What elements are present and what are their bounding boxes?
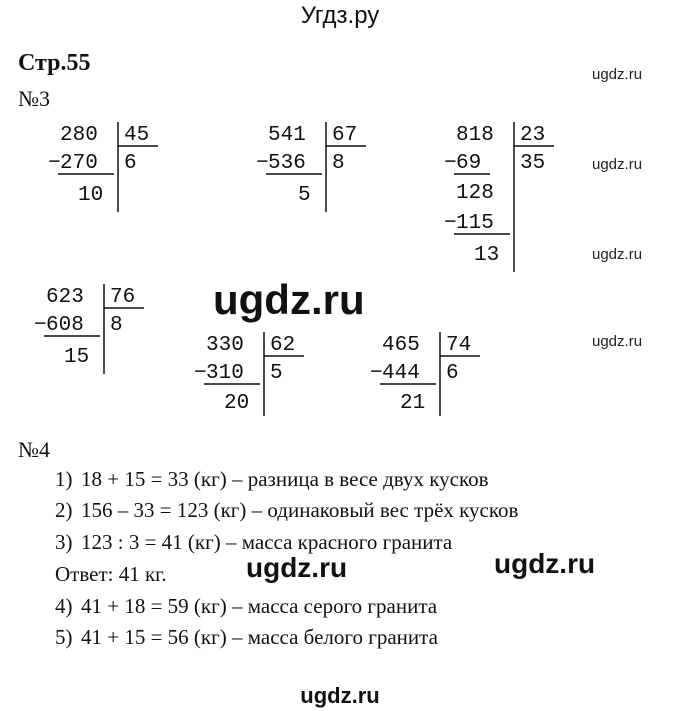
subtrahend: 536 — [268, 152, 306, 175]
line-text: 123 : 3 = 41 (кг) – масса красного гранита — [81, 530, 453, 554]
long-division-3 — [444, 120, 574, 285]
partial-remainder: 128 — [456, 182, 494, 205]
line-number: 2) — [55, 498, 73, 522]
dividend: 541 — [268, 124, 306, 147]
answer-line: Ответ: 41 кг. — [55, 562, 167, 586]
watermark-small: ugdz.ru — [592, 66, 643, 83]
long-division-4 — [34, 282, 164, 387]
line-text: 18 + 15 = 33 (кг) – разница в весе двух кусков — [81, 467, 489, 491]
quotient: 6 — [124, 152, 137, 175]
solution-line — [55, 625, 438, 650]
minus-sign: − — [444, 152, 457, 175]
long-division-6 — [370, 330, 500, 435]
subtrahend: 115 — [456, 212, 494, 235]
remainder: 5 — [298, 184, 311, 207]
task-3-number: №3 — [18, 86, 50, 111]
subtrahend: 608 — [46, 314, 84, 337]
divisor: 45 — [124, 124, 150, 147]
quotient: 8 — [110, 314, 123, 337]
dividend: 818 — [456, 124, 494, 147]
line-number: 3) — [55, 530, 73, 554]
long-division-2 — [256, 120, 386, 225]
minus-sign: − — [194, 362, 207, 385]
divisor: 67 — [332, 124, 358, 147]
minus-sign: − — [48, 152, 61, 175]
solution-line — [55, 467, 489, 492]
page-title: Стр.55 — [18, 50, 91, 76]
subtrahend: 310 — [206, 362, 244, 385]
subtrahend: 270 — [60, 152, 98, 175]
minus-sign: − — [370, 362, 383, 385]
line-number: 5) — [55, 625, 73, 649]
divisor: 62 — [270, 334, 296, 357]
long-division-5 — [194, 330, 324, 435]
watermark-footer: ugdz.ru — [300, 683, 380, 708]
watermark-small: ugdz.ru — [592, 333, 643, 350]
minus-sign: − — [444, 212, 457, 235]
watermark-big: ugdz.ru — [213, 276, 365, 323]
dividend: 280 — [60, 124, 98, 147]
quotient: 8 — [332, 152, 345, 175]
line-text: 41 + 15 = 56 (кг) – масса белого гранита — [81, 625, 438, 649]
remainder: 13 — [474, 244, 500, 267]
divisor: 76 — [110, 286, 136, 309]
long-division-1 — [48, 120, 178, 225]
watermark-small: ugdz.ru — [592, 156, 643, 173]
divisor: 74 — [446, 334, 472, 357]
line-text: 41 + 18 = 59 (кг) – масса серого гранита — [81, 594, 438, 618]
remainder: 15 — [64, 346, 90, 369]
minus-sign: − — [34, 314, 47, 337]
dividend: 623 — [46, 286, 84, 309]
task-4-number: №4 — [18, 437, 50, 462]
quotient: 6 — [446, 362, 459, 385]
site-title: Угдз.ру — [300, 2, 380, 29]
dividend: 330 — [206, 334, 244, 357]
line-number: 4) — [55, 594, 73, 618]
divisor: 23 — [520, 124, 546, 147]
watermark-small: ugdz.ru — [592, 246, 643, 263]
watermark-mid: ugdz.ru — [246, 552, 348, 583]
line-number: 1) — [55, 467, 73, 491]
remainder: 21 — [400, 392, 426, 415]
subtrahend: 444 — [382, 362, 420, 385]
solution-line — [55, 594, 437, 619]
minus-sign: − — [256, 152, 269, 175]
subtrahend: 69 — [456, 152, 482, 175]
remainder: 20 — [224, 392, 250, 415]
quotient: 5 — [270, 362, 283, 385]
watermark-mid: ugdz.ru — [494, 548, 596, 579]
solution-line — [55, 498, 518, 523]
quotient: 35 — [520, 152, 546, 175]
dividend: 465 — [382, 334, 420, 357]
line-text: 156 – 33 = 123 (кг) – одинаковый вес трёх кусков — [81, 498, 519, 522]
remainder: 10 — [78, 184, 104, 207]
